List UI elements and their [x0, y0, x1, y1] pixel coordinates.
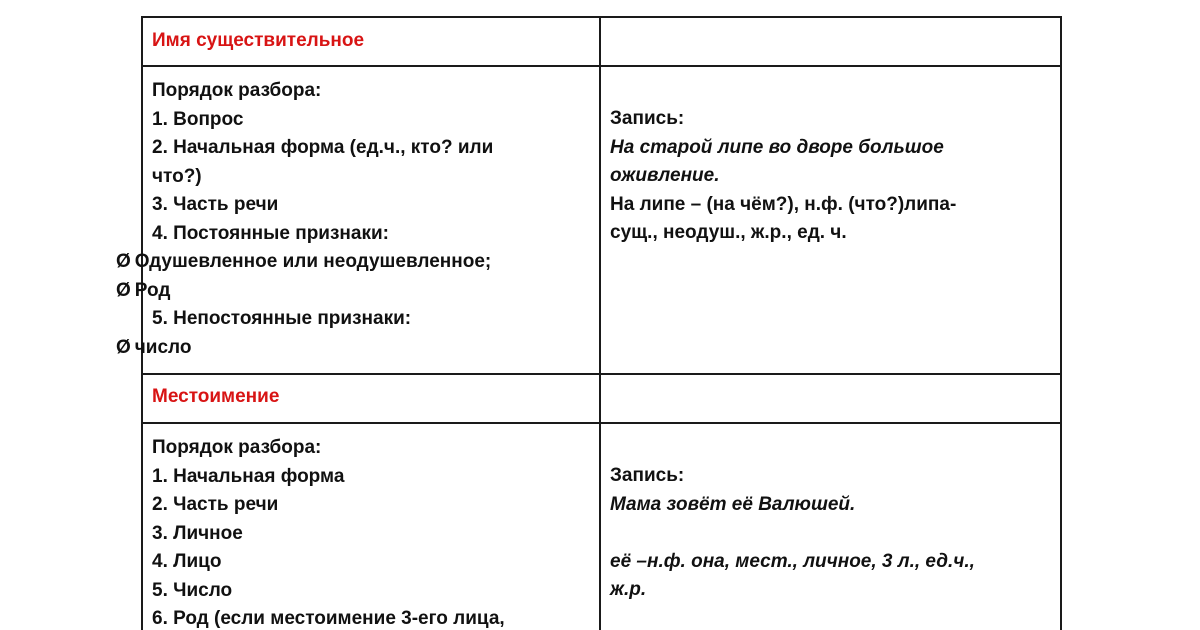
bullet-marker-icon: Ø — [116, 279, 131, 301]
analysis-line: её –н.ф. она, мест., личное, 3 л., ед.ч., — [610, 550, 975, 572]
record-sentence-line: На старой липе во дворе большое — [610, 136, 944, 158]
bullet-marker-icon: Ø — [116, 251, 131, 272]
record-sentence-line: оживление. — [610, 165, 720, 186]
procedure-line: 4. Постоянные признаки: — [152, 222, 389, 244]
procedure-line: 5. Число — [152, 579, 233, 601]
procedure-line: Порядок разбора: — [152, 437, 322, 458]
record-sentence: Мама зовёт её Валюшей. — [610, 493, 856, 515]
pronoun-record — [610, 462, 975, 605]
bullet-marker-icon: Ø — [116, 336, 131, 358]
procedure-line: число — [134, 336, 192, 358]
noun-procedure — [152, 77, 493, 248]
analysis-line: ж.р. — [610, 579, 647, 600]
procedure-line: 6. Род (если местоимение 3-его лица, — [152, 608, 505, 629]
procedure-line: Род — [134, 279, 171, 301]
procedure-line: 3. Личное — [152, 522, 243, 544]
procedure-line: 1. Вопрос — [152, 108, 244, 130]
procedure-line: 3. Часть речи — [152, 194, 279, 215]
bullet-item — [116, 248, 491, 277]
procedure-line: 4. Лицо — [152, 551, 222, 572]
procedure-line: 1. Начальная форма — [152, 465, 345, 487]
procedure-line: 2. Начальная форма (ед.ч., кто? или — [152, 137, 494, 158]
record-label: Запись: — [610, 465, 685, 486]
procedure-line: 2. Часть речи — [152, 494, 279, 515]
row-divider — [141, 373, 1060, 375]
row-divider — [141, 65, 1060, 67]
analysis-line: На липе – (на чём?), н.ф. (что?)липа- — [610, 193, 957, 215]
bullet-item — [116, 277, 170, 306]
noun-heading: Имя существительное — [152, 30, 365, 51]
noun-record — [610, 105, 956, 248]
bullet-item — [116, 334, 191, 363]
procedure-line: что?) — [152, 165, 202, 187]
pronoun-procedure — [152, 434, 505, 630]
record-label: Запись: — [610, 108, 685, 129]
pronoun-heading: Местоимение — [152, 386, 280, 407]
procedure-line: Порядок разбора: — [152, 80, 322, 101]
procedure-line: Одушевленное или неодушевленное; — [134, 251, 492, 272]
column-divider — [599, 16, 601, 630]
procedure-line: 5. Непостоянные признаки: — [152, 308, 412, 329]
spacer-line — [610, 519, 975, 548]
analysis-line: сущ., неодуш., ж.р., ед. ч. — [610, 222, 847, 243]
row-divider — [141, 422, 1060, 424]
